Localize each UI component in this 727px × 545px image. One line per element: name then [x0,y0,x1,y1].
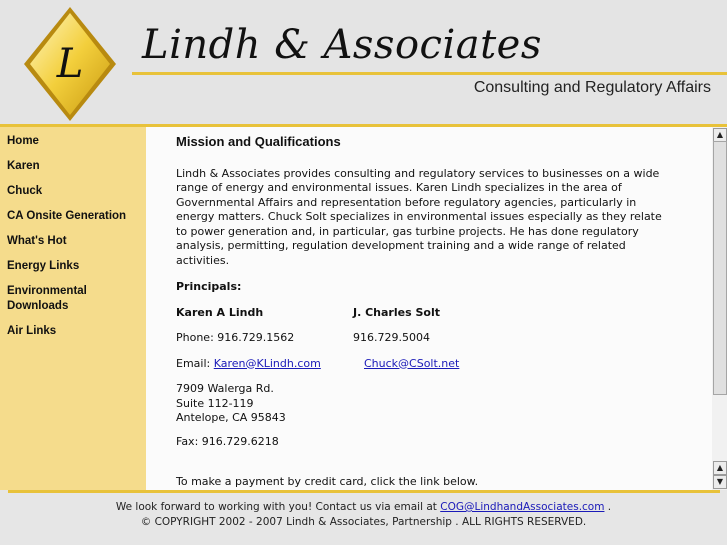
scroll-up-arrow-icon-bottom[interactable]: ▲ [713,461,727,475]
site-header [0,0,727,126]
scroll-up-arrow-icon[interactable]: ▲ [713,128,727,142]
address-line3: Antelope, CA 95843 [176,411,286,424]
principals-label: Principals: [176,280,242,293]
address-line1: 7909 Walerga Rd. [176,382,274,395]
payment-text: To make a payment by credit card, click the link below. [176,475,479,488]
copyright-text: © COPYRIGHT 2002 - 2007 Lindh & Associates, Partnership . ALL RIGHTS RESERVED. [140,515,587,528]
fax-number: Fax: 916.729.6218 [176,434,279,448]
address-line2: Suite 112-119 [176,396,254,410]
footer-rule [8,490,720,493]
intro-paragraph: Lindh & Associates provides consulting and regulatory services to businesses on a wide range of energy and environmental issues. Karen Lindh specializes in the area of Governmental Affairs and representation before regulatory agencies, particularly in energy matters. Chuck Solt specializes in environmental issues especially as they relate to power generation and, in particular, gas turbine projects. He has done regulatory analysis, permitting, regulation development training and a wide range of related activities. [176,166,662,267]
karen-email-label: Email: [176,356,214,370]
sidebar-nav [0,127,146,490]
chuck-name: J. Charles Solt [353,305,440,319]
vertical-scrollbar[interactable] [712,127,727,490]
chuck-phone: 916.729.5004 [353,331,430,344]
tagline: Consulting and Regulatory Affairs [473,79,711,96]
nav-item-environmental-downloads[interactable]: Environmental Downloads [7,285,87,312]
nav-item-whats-hot[interactable]: What's Hot [7,235,67,247]
footer-contact-suffix: . [604,501,612,513]
nav-item-chuck[interactable]: Chuck [7,185,43,197]
karen-email-link[interactable]: Karen@KLindh.com [213,356,321,370]
karen-name: Karen A Lindh [176,305,264,319]
chuck-email-link[interactable]: Chuck@CSolt.net [364,356,460,370]
nav-item-air-links[interactable]: Air Links [7,325,57,337]
karen-phone: Phone: 916.729.1562 [176,331,295,344]
scrollbar-thumb[interactable] [713,141,727,395]
nav-item-home[interactable]: Home [7,135,39,147]
site-footer [0,500,727,529]
footer-email-link[interactable]: COG@LindhandAssociates.com [440,501,605,513]
site-title: Lindh & Associates [142,22,542,68]
scroll-down-arrow-icon[interactable]: ▼ [713,475,727,489]
logo-letter: L [56,41,84,87]
nav-item-karen[interactable]: Karen [7,160,40,172]
footer-contact-text: We look forward to working with you! Contact us via email at [115,501,441,513]
title-rule [132,72,727,75]
main-content [146,127,712,490]
nav-item-energy-links[interactable]: Energy Links [7,260,80,272]
logo-diamond-icon [22,5,118,123]
page-heading: Mission and Qualifications [176,134,341,149]
nav-item-ca-onsite-generation[interactable]: CA Onsite Generation [7,210,127,222]
